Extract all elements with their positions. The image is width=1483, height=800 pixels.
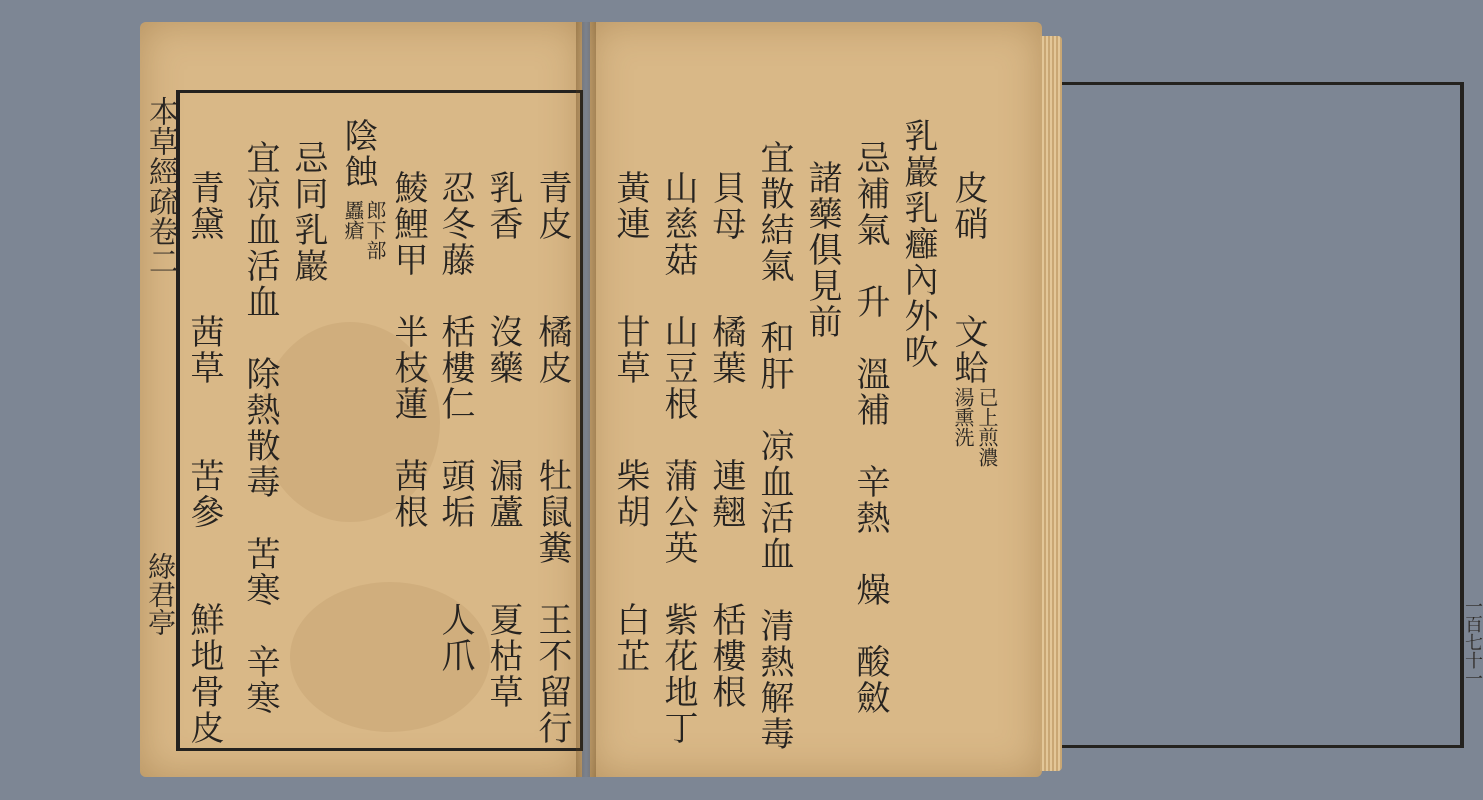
text-column: 鯪鯉甲 半枝蓮 茜根 (388, 170, 428, 530)
left-page (140, 22, 582, 777)
text-column: 山慈菇 山豆根 蒲公英 紫花地丁 (658, 170, 698, 746)
section-heading: 陰蝕 (338, 118, 378, 190)
open-book (140, 22, 1483, 782)
text-column: 貝母 橘葉 連翹 栝樓根 (706, 170, 746, 710)
text-column: 黃連 甘草 柴胡 白芷 (610, 170, 650, 674)
section-heading: 乳巖乳癰內外吹 (898, 118, 938, 370)
annotation-small: 已上煎濃 (975, 387, 999, 467)
annotation-small: 䘌瘡 (341, 200, 365, 240)
text-column: 青皮 橘皮 牡鼠糞 王不留行 (532, 170, 572, 746)
page-number: 一百七十一 (1462, 597, 1483, 687)
book-title-margin: 本草經疏卷二 (143, 96, 178, 276)
text-column: 皮硝 文蛤 (948, 170, 988, 386)
text-column: 諸藥俱見前 (802, 160, 842, 340)
publisher-margin: 綠君亭 (144, 552, 177, 636)
text-column: 青黛 茜草 苦參 鮮地骨皮 (184, 170, 224, 746)
annotation-small: 郎下部 (363, 200, 387, 260)
annotation-small: 湯熏洗 (951, 387, 975, 447)
page-edges (1040, 36, 1062, 771)
text-column: 宜凉血活血 除熱散毒 苦寒 辛寒 (240, 140, 280, 716)
book-gutter (576, 22, 596, 777)
text-column: 宜散結氣 和肝 凉血活血 清熱解毒 (754, 140, 794, 752)
text-column: 忌同乳巖 (288, 140, 328, 284)
text-column: 乳香 沒藥 漏蘆 夏枯草 (483, 170, 523, 710)
right-page-border (1047, 82, 1464, 748)
text-column: 忍冬藤 栝樓仁 頭垢 人爪 (435, 170, 475, 674)
text-column: 忌補氣 升 溫補 辛熱 燥 酸斂 (850, 140, 890, 716)
